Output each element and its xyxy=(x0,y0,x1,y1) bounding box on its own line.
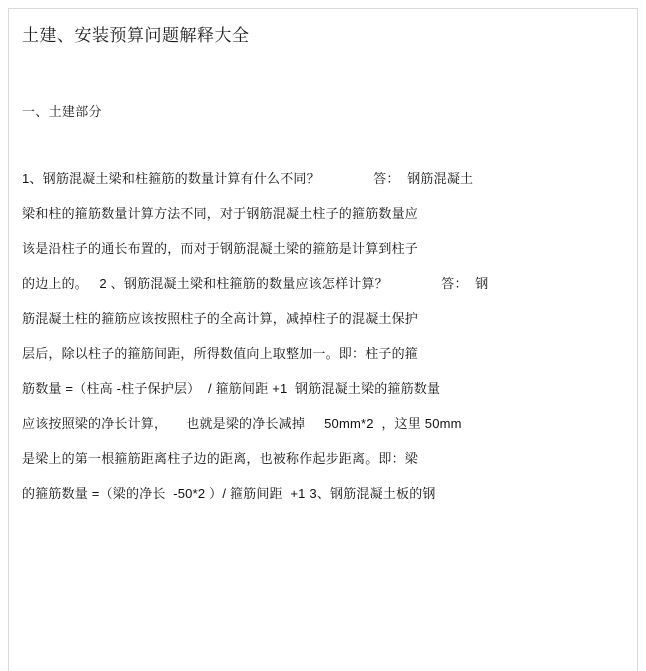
document-title: 土建、安装预算问题解释大全 xyxy=(22,26,250,45)
body-line: 筋混凝土柱的箍筋应该按照柱子的全高计算，减掉柱子的混凝土保护 xyxy=(22,311,419,327)
section-heading: 一、土建部分 xyxy=(22,103,102,119)
body-line: 的箍筋数量 =（梁的净长 -50*2 ）/ 箍筋间距 +1 3、钢筋混凝土板的钢 xyxy=(22,486,436,502)
body-line: 是梁上的第一根箍筋距离柱子边的距离，也被称作起步距离。即：梁 xyxy=(22,451,419,467)
document-content xyxy=(17,8,629,671)
heading-spacer xyxy=(22,121,624,161)
body-line: 1、钢筋混凝土梁和柱箍筋的数量计算有什么不同？ 答： 钢筋混凝土 xyxy=(22,171,474,187)
title-spacer xyxy=(22,48,624,102)
body-text xyxy=(22,161,624,511)
body-line: 层后，除以柱子的箍筋间距，所得数值向上取整加一。即：柱子的箍 xyxy=(22,346,419,362)
page-border-right xyxy=(637,8,638,671)
body-line: 该是沿柱子的通长布置的，而对于钢筋混凝土梁的箍筋是计算到柱子 xyxy=(22,241,419,257)
body-line: 筋数量 =（柱高 -柱子保护层） / 箍筋间距 +1 钢筋混凝土梁的箍筋数量 xyxy=(22,381,441,397)
body-line: 梁和柱的箍筋数量计算方法不同，对于钢筋混凝土柱子的箍筋数量应 xyxy=(22,206,419,222)
body-line: 应该按照梁的净长计算， 也就是梁的净长减掉 50mm*2 ，这里 50mm xyxy=(22,416,462,432)
body-line: 的边上的。 2 、钢筋混凝土梁和柱箍筋的数量应该怎样计算？ 答： 钢 xyxy=(22,276,489,292)
page-border-left xyxy=(8,8,9,671)
